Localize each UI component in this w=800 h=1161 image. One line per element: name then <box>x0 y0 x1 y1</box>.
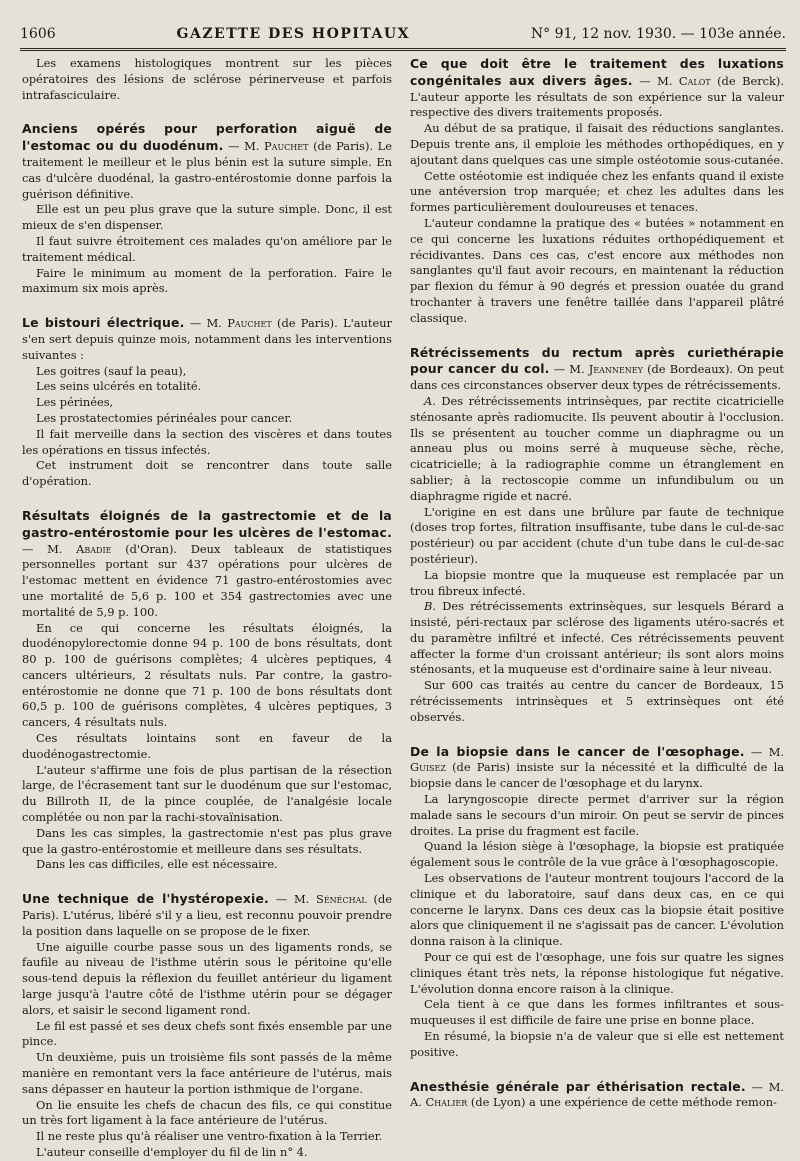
byline-prefix: — M. <box>632 73 679 88</box>
article-title: Anciens opérés pour perforation aiguë de l'estomac ou du duodénum. <box>22 121 392 154</box>
article-perforation <box>22 121 392 297</box>
paragraph: Pour ce qui est de l'œsophage, une fois sur quatre les signes cliniques étant très nets, la réponse histologique fut négative. L'évolution donna encore raison à la clinique. <box>410 950 784 996</box>
author-name: Abadie <box>76 541 112 556</box>
paragraph: Cette ostéotomie est indiquée chez les enfants quand il existe une antéversion trop marquée; et chez les adultes dans les formes particulièrement douloureuses et tenaces. <box>410 168 784 215</box>
paragraph: Dans les cas simples, la gastrectomie n'est pas plus grave que la gastro-entérostomie et meilleure dans ses résultats. <box>22 825 392 856</box>
paragraph: L'auteur conseille d'employer du fil de lin n° 4. <box>36 1145 308 1159</box>
article-title: Ce que doit être le traitement des luxations congénitales aux divers âges. <box>410 56 784 88</box>
list-item: Les périnées, <box>36 395 114 410</box>
paragraph <box>410 599 784 678</box>
paragraph: Les examens histologiques montrent sur les pièces opératoires des lésions de sclérose périnerveuse et parfois intrafasciculaire. <box>22 56 392 102</box>
article-title: Résultats éloignés de la gastrectomie et de la gastro-entérostomie pour les ulcères de l'estomac. <box>22 507 392 540</box>
author-name: Guisez <box>410 760 446 775</box>
list-item: Les seins ulcérés en totalité. <box>36 379 202 394</box>
paragraph: Il faut suivre étroitement ces malades qu'on améliore par le traitement médical. <box>22 233 392 264</box>
lead-text: (de Bordeaux). On peut dans ces circonstances observer deux types de rétrécissements. <box>410 362 784 393</box>
author-name: Jeanneney <box>588 362 643 377</box>
lead-text: (de Paris). Le traitement le meilleur et le plus bénin est la suture simple. En cas d'ulcère duodénal, la gastro-entérostomie donne parfois la guérison définitive. <box>22 139 392 201</box>
page-header <box>20 12 786 42</box>
paragraph: Une aiguille courbe passe sous un des ligaments ronds, se faufile au niveau de l'isthme utérin sous le péritoine qu'elle sous-tend depuis la réflexion du feuillet antérieur du ligament large jusqu'à l'autre côté de l'isthme utérin pour se dégager alors, et saisir le second ligament rond. <box>22 939 392 1017</box>
author-name: Chalier <box>425 1095 468 1110</box>
paragraph: Cet instrument doit se rencontrer dans toute salle d'opération. <box>22 458 392 489</box>
article-anesthesie <box>410 1079 784 1112</box>
article-retrecissements <box>410 345 784 726</box>
paragraph: La laryngoscopie directe permet d'arriver sur la région malade sans le secours d'un miroir. On peut se servir de pinces droites. La prise du fragment est facile. <box>410 792 784 838</box>
byline-prefix: — M. <box>268 892 317 907</box>
article-biopsie <box>410 744 784 1061</box>
article-title: Le bistouri électrique. <box>22 315 185 331</box>
paragraph: Sur 600 cas traités au centre du cancer de Bordeaux, 15 rétrécissements intrinsèques et 5 extrinsèques ont été observés. <box>410 678 784 724</box>
paragraph: Il ne reste plus qu'à réaliser une ventro-fixation à la Terrier. <box>36 1129 383 1144</box>
byline-prefix: — M. <box>744 744 784 759</box>
lead-text: (d'Oran). Deux tableaux de statistiques personnelles portant sur 437 opérations pour ulcères de l'estomac mettent en évidence 71 gastro-entérostomies avec une mortalité de 5,6 p. 100 et 354 gastrectomies avec une mortalité de 5,9 p. 100. <box>22 541 393 619</box>
byline-prefix: — M. <box>223 139 264 154</box>
header-rule <box>20 48 786 51</box>
article-title: De la biopsie dans le cancer de l'œsophage. <box>410 743 745 759</box>
list-item: Les prostatectomies périnéales pour cancer. <box>36 410 293 425</box>
item-label: B. <box>424 599 436 614</box>
author-name: Calot <box>678 73 711 88</box>
paragraph-text: Des rétrécissements extrinsèques, sur lesquels Bérard a insisté, péri-rectaux par sclérose des ligaments utéro-sacrés et du paramètre infiltré et infecté. Ces rétrécissements peuvent affecter la forme d'un croissant antérieur; ils sont alors moins sténosants, et la muqueuse est d'ordinaire saine à leur niveau. <box>410 599 784 677</box>
paragraph: En ce qui concerne les résultats éloignés, la duodénopylorectomie donne 94 p. 100 de bons résultats, dont 80 p. 100 de guérisons complètes; 4 ulcères peptiques, 4 cancers ultérieurs, 2 résultats nuls. Par contre, la gastro-entérostomie ne donne que 71 p. 100 de bons résultats dont 60,5 p. 100 de guérisons complètes, 4 ulcères peptiques, 3 cancers, 4 résultats nuls. <box>22 620 392 730</box>
paragraph: L'auteur condamne la pratique des « butées » notamment en ce qui concerne les luxations réduites orthopédiquement et récidivantes. Dans ces cas, c'est encore aux méthodes non sanglantes qu'il faut avoir recours, en maintenant la réduction par flexion du fémur à 90 degrés et pression ouatée du grand trochanter à travers une fenêtre taillée dans l'appareil plâtré classique. <box>410 215 784 325</box>
paragraph: Cela tient à ce que dans les formes infiltrantes et sous-muqueuses il est difficile de faire une prise en bonne place. <box>410 997 784 1028</box>
list-item: Les goitres (sauf la peau), <box>36 363 187 378</box>
right-column <box>410 56 784 1126</box>
paragraph <box>410 394 784 505</box>
paragraph-text: Des rétrécissements intrinsèques, par rectite cicatricielle sténosante après radiomucite. Ils peuvent aboutir à l'occlusion. Ils se présentent au toucher comme un diaphragme ou un anneau plus ou moins serré à muqueuse sèche, rèche, cicatricielle; à la radiographie comme un étranglement en sablier; à la rectoscopie comme un infundibulum ou un diaphragme rigide et nacré. <box>410 393 784 503</box>
byline-prefix: — M. <box>22 541 77 556</box>
paragraph: On lie ensuite les chefs de chacun des fils, ce qui constitue un très fort ligament à la face antérieure de l'utérus. <box>22 1097 392 1128</box>
lead-text: (de Paris). L'auteur s'en sert depuis quinze mois, notamment dans les interventions suivantes : <box>22 316 392 362</box>
paragraph: Quand la lésion siège à l'œsophage, la biopsie est pratiquée également sous le contrôle de la vue grâce à l'œsophagoscopie. <box>410 839 784 870</box>
item-label: A. <box>424 393 436 408</box>
lead-text: (de Paris). L'utérus, libéré s'il y a lieu, est reconnu pouvoir prendre la position dans laquelle on se propose de le fixer. <box>22 892 392 938</box>
lead-text: (de Paris) insiste sur la nécessité et la difficulté de la biopsie dans le cancer de l'œsophage et du larynx. <box>410 760 784 791</box>
article-bistouri <box>22 315 392 490</box>
left-column <box>22 56 393 1159</box>
byline-prefix: — M. A. <box>410 1079 784 1110</box>
paragraph: Faire le minimum au moment de la perforation. Faire le maximum six mois après. <box>22 265 392 296</box>
intro-section <box>22 56 392 103</box>
paragraph: Les observations de l'auteur montrent toujours l'accord de la clinique et du laboratoire, sauf dans deux cas, en ce qui concerne le larynx. Dans ces deux cas la biopsie était positive alors que cliniquement il ne s'agissait pas de cancer. L'évolution donna raison à la clinique. <box>410 871 784 949</box>
lead-text: (de Lyon) a une expérience de cette méthode remon- <box>467 1095 777 1110</box>
paragraph: La biopsie montre que la muqueuse est remplacée par un trou fibreux infecté. <box>410 567 784 598</box>
article-title: Rétrécissements du rectum après curiethérapie pour cancer du col. <box>410 344 784 377</box>
paragraph: En résumé, la biopsie n'a de valeur que si elle est nettement positive. <box>410 1029 784 1059</box>
paragraph: Ces résultats lointains sont en faveur de la duodénogastrectomie. <box>22 731 392 761</box>
intervention-list <box>22 364 392 427</box>
article-title: Une technique de l'hystéropexie. <box>22 891 269 907</box>
page-number: 1606 <box>20 26 56 42</box>
article-title: Anesthésie générale par éthérisation rectale. <box>410 1078 746 1094</box>
article-hysteropexie <box>22 891 392 1161</box>
paragraph: L'auteur s'affirme une fois de plus partisan de la résection large, de l'écrasement tant sur le duodénum que sur l'estomac, du Billroth II, de la pince couplée, de l'analgésie locale complétée ou non par la rachi-stovaïnisation. <box>22 762 392 825</box>
journal-title: GAZETTE DES HOPITAUX <box>176 26 410 42</box>
byline-prefix: — M. <box>184 316 228 331</box>
paragraph: Dans les cas difficiles, elle est nécessaire. <box>36 857 278 872</box>
paragraph: L'origine en est dans une brûlure par faute de technique (doses trop fortes, filtration insuffisante, tube dans le cul-de-sac postérieur) ou par accident (chute d'un tube dans le cul-de-sac postérieur). <box>410 504 784 566</box>
issue-info: N° 91, 12 nov. 1930. — 103e année. <box>530 26 786 42</box>
lead-text: (de Berck). L'auteur apporte les résultats de son expérience sur la valeur respective des divers traitements proposés. <box>410 73 784 120</box>
author-name: Pauchet <box>227 316 272 331</box>
paragraph: Au début de sa pratique, il faisait des réductions sanglantes. Depuis trente ans, il emploie les méthodes orthopédiques, en y ajoutant dans quelques cas une simple ostéotomie sous-cutanée. <box>410 121 784 167</box>
author-name: Pauchet <box>264 139 309 154</box>
article-gastrectomie <box>22 508 392 873</box>
paragraph: Un deuxième, puis un troisième fils sont passés de la même manière en remontant vers la face antérieure de l'utérus, mais sans dépasser en hauteur la portion isthmique de l'organe. <box>22 1050 392 1096</box>
paragraph: Elle est un peu plus grave que la suture simple. Donc, il est mieux de s'en dispenser. <box>22 202 392 233</box>
article-luxations <box>410 56 784 327</box>
byline-prefix: — M. <box>549 362 589 377</box>
paragraph: Il fait merveille dans la section des viscères et dans toutes les opérations en tissus infectés. <box>22 426 392 457</box>
paragraph: Le fil est passé et ses deux chefs sont fixés ensemble par une pince. <box>22 1018 392 1049</box>
author-name: Sénéchal <box>316 892 367 907</box>
